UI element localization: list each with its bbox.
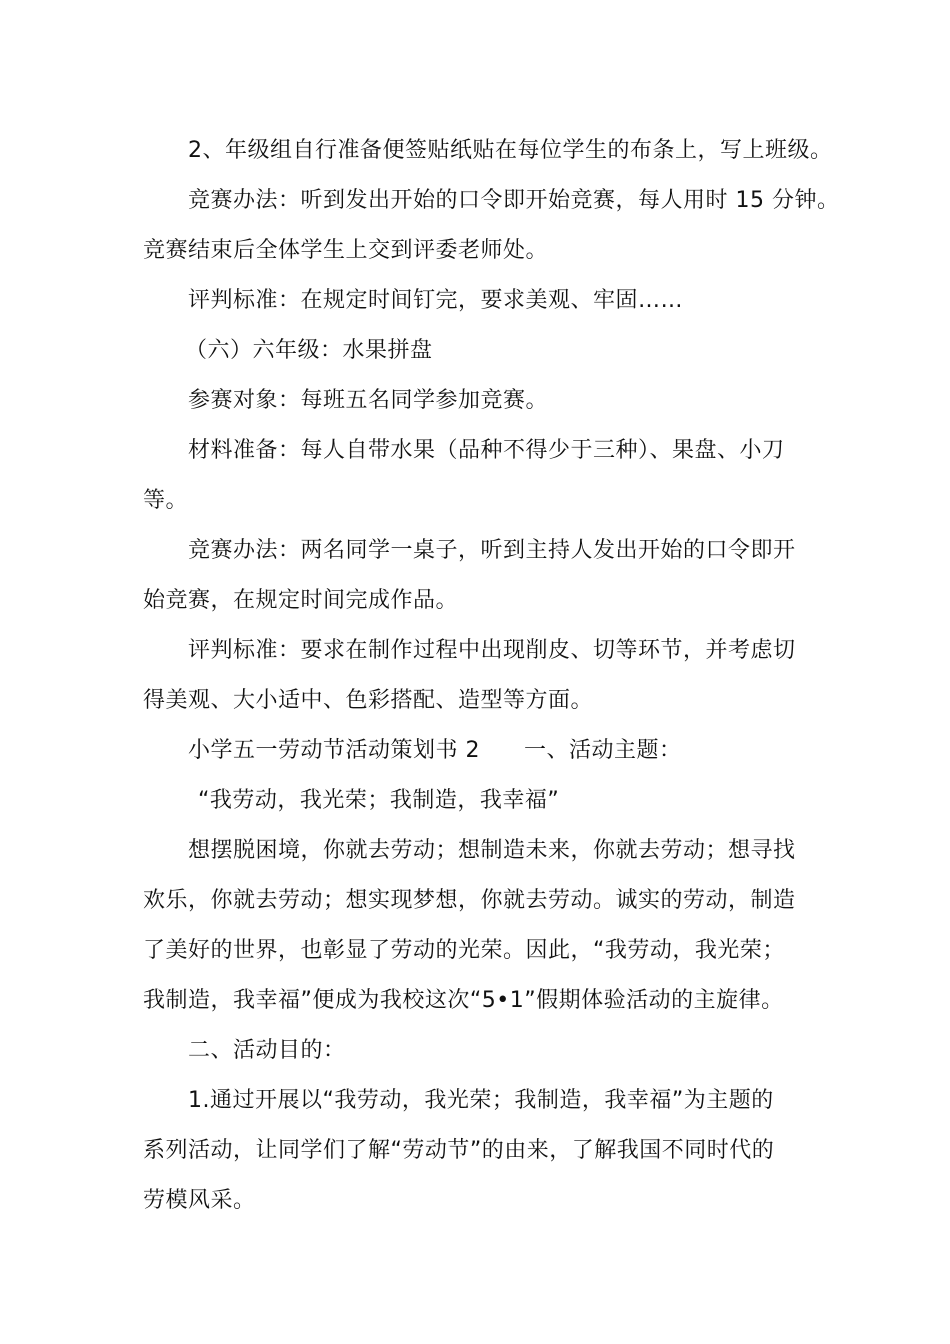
text-line-16: 我制造，我幸福”便成为我校这次“5•1”假期体验活动的主旋律。 [143,988,784,1013]
text-line-10: 始竞赛，在规定时间完成作品。 [143,588,459,613]
text-line-12: 得美观、大小适中、色彩搭配、造型等方面。 [143,688,594,713]
text-line-2: 竞赛办法：听到发出开始的口令即开始竞赛，每人用时 15 分钟。 [188,188,840,213]
text-line-20: 劳模风采。 [143,1188,256,1213]
text-line-15: 了美好的世界，也彰显了劳动的光荣。因此，“我劳动，我光荣； [143,938,785,963]
text-line-4: 评判标准：在规定时间钉完，要求美观、牢固…… [188,288,684,313]
text-line-18: 1.通过开展以“我劳动，我光荣；我制造，我幸福”为主题的 [188,1088,774,1113]
text-line-19: 系列活动，让同学们了解“劳动节”的由来，了解我国不同时代的 [143,1138,775,1163]
heading-title: 小学五一劳动节活动策划书 2 [188,738,480,763]
text-line-13: 想摆脱困境，你就去劳动；想制造未来，你就去劳动；想寻找 [188,838,796,863]
text-line-11: 评判标准：要求在制作过程中出现削皮、切等环节，并考虑切 [188,638,796,663]
section-heading [188,736,682,766]
text-line-9: 竞赛办法：两名同学一桌子，听到主持人发出开始的口令即开 [188,538,796,563]
theme-slogan: “我劳动，我光荣；我制造，我幸福” [198,788,560,813]
text-line-8: 等。 [143,488,189,513]
text-line-17: 二、活动目的： [188,1038,346,1063]
text-line-7: 材料准备：每人自带水果（品种不得少于三种）、果盘、小刀 [188,438,785,463]
text-line-5: （六）六年级：水果拼盘 [185,338,433,363]
text-line-6: 参赛对象：每班五名同学参加竞赛。 [188,388,549,413]
text-line-14: 欢乐，你就去劳动；想实现梦想，你就去劳动。诚实的劳动，制造 [143,888,796,913]
text-line-3: 竞赛结束后全体学生上交到评委老师处。 [143,238,549,263]
heading-section: 一、活动主题： [524,738,682,763]
text-line-1: 2、年级组自行准备便签贴纸贴在每位学生的布条上，写上班级。 [188,138,833,163]
